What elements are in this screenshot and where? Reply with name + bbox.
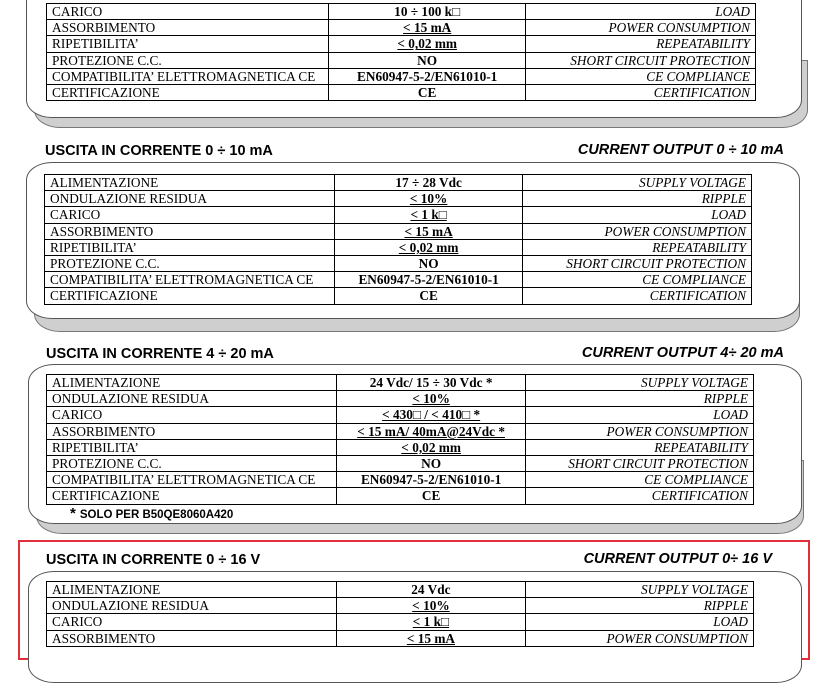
footnote <box>70 505 233 522</box>
cell-label-it: ASSORBIMENTO <box>47 423 337 439</box>
spec-row-supply-voltage <box>45 175 752 191</box>
cell-value: < 10% <box>336 598 526 614</box>
cell-value: < 0,02 mm <box>328 36 526 52</box>
cell-label-it: COMPATIBILITA’ ELETTROMAGNETICA CE <box>47 472 337 488</box>
spec-row-certification <box>47 84 756 100</box>
cell-value: CE <box>328 84 526 100</box>
spec-row-ripple <box>47 598 754 614</box>
spec-row-load <box>45 207 752 223</box>
cell-label-it: ALIMENTAZIONE <box>47 375 337 391</box>
spec-row-short-circuit-protection <box>47 52 756 68</box>
cell-value: 24 Vdc <box>336 582 526 598</box>
section-title-it-010ma: USCITA IN CORRENTE 0 ÷ 10 mA <box>45 143 273 159</box>
cell-value: EN60947-5-2/EN61010-1 <box>328 68 526 84</box>
cell-value: < 15 mA/ 40mA@24Vdc * <box>336 423 526 439</box>
cell-label-en: POWER CONSUMPTION <box>526 20 756 36</box>
cell-label-it: RIPETIBILITA’ <box>47 36 329 52</box>
cell-value: CE <box>336 488 526 504</box>
cell-label-it: ASSORBIMENTO <box>47 20 329 36</box>
cell-value: 24 Vdc/ 15 ÷ 30 Vdc * <box>336 375 526 391</box>
cell-label-it: CERTIFICAZIONE <box>47 84 329 100</box>
cell-value: < 0,02 mm <box>334 239 523 255</box>
section-title-en-420ma: CURRENT OUTPUT 4÷ 20 mA <box>581 345 784 361</box>
spec-row-power-consumption <box>47 423 754 439</box>
cell-value: 17 ÷ 28 Vdc <box>334 175 523 191</box>
cell-value: < 430□ / < 410□ * <box>336 407 526 423</box>
section-title-en-010ma: CURRENT OUTPUT 0 ÷ 10 mA <box>577 142 784 158</box>
spec-row-power-consumption <box>47 630 754 646</box>
cell-label-en: LOAD <box>526 407 754 423</box>
spec-table-010ma <box>44 174 752 305</box>
cell-value: < 15 mA <box>334 223 523 239</box>
footnote-star: * <box>70 505 76 522</box>
cell-label-it: ASSORBIMENTO <box>47 630 337 646</box>
spec-row-certification <box>45 288 752 304</box>
cell-label-en: CE COMPLIANCE <box>526 472 754 488</box>
spec-row-short-circuit-protection <box>45 255 752 271</box>
cell-value: < 10% <box>336 391 526 407</box>
spec-row-supply-voltage <box>47 375 754 391</box>
spec-table-016v <box>46 581 754 647</box>
cell-value: < 0,02 mm <box>336 439 526 455</box>
spec-row-supply-voltage <box>47 582 754 598</box>
spec-row-power-consumption <box>45 223 752 239</box>
spec-row-load <box>47 614 754 630</box>
cell-value: NO <box>328 52 526 68</box>
cell-value: CE <box>334 288 523 304</box>
spec-row-power-consumption <box>47 20 756 36</box>
cell-value: 10 ÷ 100 k□ <box>328 4 526 20</box>
cell-label-en: SHORT CIRCUIT PROTECTION <box>523 255 752 271</box>
cell-label-it: CARICO <box>47 614 337 630</box>
spec-row-repeatability <box>47 439 754 455</box>
cell-label-en: REPEATABILITY <box>523 239 752 255</box>
spec-table-420ma <box>46 374 754 505</box>
cell-label-it: ALIMENTAZIONE <box>45 175 335 191</box>
cell-value: EN60947-5-2/EN61010-1 <box>334 272 523 288</box>
cell-label-en: CE COMPLIANCE <box>526 68 756 84</box>
cell-value: < 10% <box>334 191 523 207</box>
cell-value: < 15 mA <box>328 20 526 36</box>
cell-label-it: CERTIFICAZIONE <box>47 488 337 504</box>
cell-label-it: ASSORBIMENTO <box>45 223 335 239</box>
cell-value: < 1 k□ <box>336 614 526 630</box>
cell-label-it: ONDULAZIONE RESIDUA <box>47 391 337 407</box>
cell-label-en: POWER CONSUMPTION <box>526 630 754 646</box>
spec-row-load <box>47 4 756 20</box>
cell-label-en: REPEATABILITY <box>526 36 756 52</box>
spec-row-repeatability <box>45 239 752 255</box>
cell-label-en: SUPPLY VOLTAGE <box>526 582 754 598</box>
cell-label-it: ALIMENTAZIONE <box>47 582 337 598</box>
section-title-it-016v: USCITA IN CORRENTE 0 ÷ 16 V <box>46 552 261 568</box>
section-title-en-016v: CURRENT OUTPUT 0÷ 16 V <box>583 551 772 567</box>
cell-label-en: CERTIFICATION <box>523 288 752 304</box>
cell-label-it: ONDULAZIONE RESIDUA <box>45 191 335 207</box>
cell-label-en: RIPPLE <box>526 598 754 614</box>
cell-label-it: PROTEZIONE C.C. <box>47 455 337 471</box>
spec-row-repeatability <box>47 36 756 52</box>
cell-value: EN60947-5-2/EN61010-1 <box>336 472 526 488</box>
spec-row-ripple <box>47 391 754 407</box>
spec-row-short-circuit-protection <box>47 455 754 471</box>
cell-label-it: RIPETIBILITA’ <box>45 239 335 255</box>
cell-label-it: ONDULAZIONE RESIDUA <box>47 598 337 614</box>
cell-label-it: COMPATIBILITA’ ELETTROMAGNETICA CE <box>45 272 335 288</box>
cell-label-en: POWER CONSUMPTION <box>523 223 752 239</box>
cell-label-en: RIPPLE <box>523 191 752 207</box>
cell-label-en: CERTIFICATION <box>526 84 756 100</box>
spec-row-load <box>47 407 754 423</box>
cell-label-en: RIPPLE <box>526 391 754 407</box>
spec-row-ce-compliance <box>45 272 752 288</box>
cell-label-en: SHORT CIRCUIT PROTECTION <box>526 52 756 68</box>
spec-row-certification <box>47 488 754 504</box>
cell-label-en: SUPPLY VOLTAGE <box>523 175 752 191</box>
spec-row-ce-compliance <box>47 68 756 84</box>
spec-row-ripple <box>45 191 752 207</box>
section-title-it-420ma: USCITA IN CORRENTE 4 ÷ 20 mA <box>46 346 274 362</box>
cell-value: NO <box>336 455 526 471</box>
cell-label-it: CARICO <box>45 207 335 223</box>
cell-value: < 15 mA <box>336 630 526 646</box>
cell-value: < 1 k□ <box>334 207 523 223</box>
cell-label-en: CE COMPLIANCE <box>523 272 752 288</box>
cell-label-en: POWER CONSUMPTION <box>526 423 754 439</box>
cell-label-it: CARICO <box>47 407 337 423</box>
cell-label-en: CERTIFICATION <box>526 488 754 504</box>
cell-label-en: SHORT CIRCUIT PROTECTION <box>526 455 754 471</box>
spec-row-ce-compliance <box>47 472 754 488</box>
cell-label-en: LOAD <box>523 207 752 223</box>
cell-label-en: REPEATABILITY <box>526 439 754 455</box>
cell-label-en: LOAD <box>526 614 754 630</box>
footnote-text: SOLO PER B50QE8060A420 <box>79 509 234 521</box>
cell-value: NO <box>334 255 523 271</box>
spec-table-top <box>46 3 756 101</box>
cell-label-en: SUPPLY VOLTAGE <box>526 375 754 391</box>
cell-label-it: PROTEZIONE C.C. <box>47 52 329 68</box>
cell-label-en: LOAD <box>526 4 756 20</box>
cell-label-it: CERTIFICAZIONE <box>45 288 335 304</box>
cell-label-it: RIPETIBILITA’ <box>47 439 337 455</box>
cell-label-it: COMPATIBILITA’ ELETTROMAGNETICA CE <box>47 68 329 84</box>
cell-label-it: PROTEZIONE C.C. <box>45 255 335 271</box>
cell-label-it: CARICO <box>47 4 329 20</box>
